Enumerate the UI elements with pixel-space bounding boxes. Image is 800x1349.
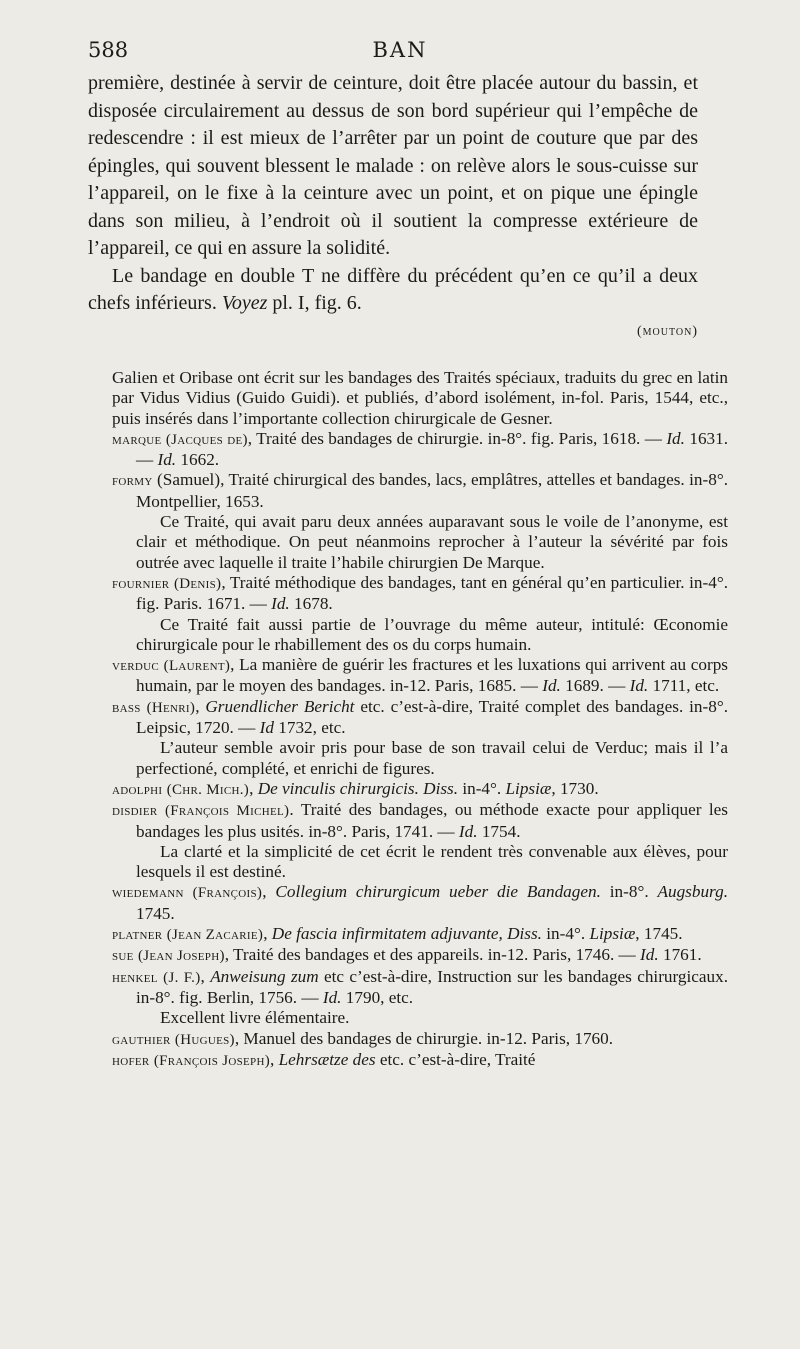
bibliography-note: La clarté et la simplicité de cet écrit le rendent très convenable aux élèves, pour lesquels il est destiné. xyxy=(136,841,728,882)
bibliography-entry: platner (Jean Zacarie), De fascia infirmitatem adjuvante, Diss. in-4°. Lipsiæ, 1745. xyxy=(112,924,683,944)
author-signature: (mouton) xyxy=(636,323,698,339)
bibliography-entry: gauthier (Hugues), Manuel des bandages de chirurgie. in-12. Paris, 1760. xyxy=(112,1028,614,1048)
bibliography-note: Ce Traité, qui avait paru deux années auparavant sous le voile de l’anonyme, est clair et méthodique. On peut néanmoins reprocher à l’auteur la sévérité par fois outrée avec laquelle il traite l’habile chirurgien De Marque. xyxy=(136,512,728,572)
paragraph: Le bandage en double T ne diffère du précédent qu’en ce qu’il a deux chefs inférieurs. Voyez pl. I, fig. 6. xyxy=(88,264,698,314)
bibliography-note: Ce Traité fait aussi partie de l’ouvrage du même auteur, intitulé: Œconomie chirurgicale pour le rhabillement des os du corps humain. xyxy=(136,614,728,654)
bibliography-entry: sue (Jean Joseph), Traité des bandages et des appareils. in-12. Paris, 1746. — Id. 1761. xyxy=(112,945,702,965)
page-number: 588 xyxy=(88,38,129,62)
bibliography xyxy=(112,368,728,1071)
main-text xyxy=(88,70,698,345)
bibliography-entry: henkel (J. F.), Anweisung zum etc c’est-à-dire, Instruction sur les bandages chirurgicaux. in-8°. fig. Berlin, 1756. — Id. 1790, etc. xyxy=(112,966,729,1007)
bibliography-entry: disdier (François Michel). Traité des bandages, ou méthode exacte pour appliquer les bandages les plus usités. in-8°. Paris, 1741. — Id. 1754. xyxy=(112,800,728,841)
paragraph: première, destinée à servir de ceinture, doit être placée autour du bassin, et disposée circulairement au dessus de son bord supérieur qui l’empêche de redescendre : il est mieux de l’arrêter par un point de couture que par des épingles, qui souvent blessent le malade : on relève alors le sous-cuisse sur l’appareil, on le fixe à la ceinture avec un point, et on pique une épingle dans son milieu, à l’endroit où il soutient la compresse extérieure de l’appareil, ce qui en assure la solidité. xyxy=(88,72,698,259)
bibliography-entry: wiedemann (François), Collegium chirurgicum ueber die Bandagen. in-8°. Augsburg. 1745. xyxy=(112,882,728,923)
bibliography-note: Excellent livre élémentaire. xyxy=(160,1008,350,1028)
running-head-title: BAN xyxy=(372,38,428,62)
bibliography-entry: verduc (Laurent), La manière de guérir les fractures et les luxations qui arrivent au corps humain, par le moyen des bandages. in-12. Paris, 1685. — Id. 1689. — Id. 1711, etc. xyxy=(112,655,728,696)
bibliography-entry: marque (Jacques de), Traité des bandages de chirurgie. in-8°. fig. Paris, 1618. — Id. 1631. — Id. 1662. xyxy=(112,428,729,470)
bibliography-entry: adolphi (Chr. Mich.), De vinculis chirurgicis. Diss. in-4°. Lipsiæ, 1730. xyxy=(112,778,599,798)
bibliography-intro: Galien et Oribase ont écrit sur les bandages des Traités spéciaux, traduits du grec en latin par Vidus Vidius (Guido Guidi). et publiés, d’abord isolément, in-fol. Paris, 1544, etc., puis insérés dans l’importante collection chirurgicale de Gesner. xyxy=(112,368,728,428)
running-header xyxy=(88,38,712,68)
bibliography-entry: fournier (Denis), Traité méthodique des bandages, tant en général qu’en particulier. in-4°. fig. Paris. 1671. — Id. 1678. xyxy=(112,572,728,614)
bibliography-note: L’auteur semble avoir pris pour base de son travail celui de Verduc; mais il l’a perfectioné, complété, et enrichi de figures. xyxy=(136,738,728,778)
bibliography-entry: hofer (François Joseph), Lehrsætze des etc. c’est-à-dire, Traité xyxy=(112,1049,536,1069)
bibliography-entry: formy (Samuel), Traité chirurgical des bandes, lacs, emplâtres, attelles et bandages. in-8°. Montpellier, 1653. xyxy=(112,470,728,511)
bibliography-entry: bass (Henri), Gruendlicher Bericht etc. c’est-à-dire, Traité complet des bandages. in-8°. Leipsic, 1720. — Id 1732, etc. xyxy=(112,696,729,738)
